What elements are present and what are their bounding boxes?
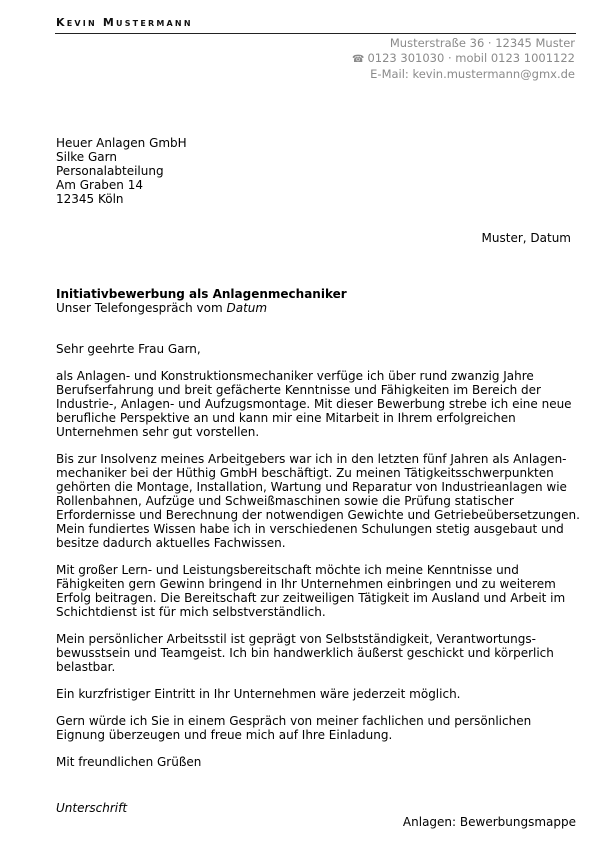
phone-icon: ☎ — [352, 54, 365, 65]
sender-phone-numbers: 0123 301030 · mobil 0123 1001122 — [367, 51, 575, 65]
body-paragraph: als Anlagen- und Konstruktionsmechaniker verfüge ich über rund zwanzig Jahre Berufserfahrung und breit gefächerte Kenntnisse und Fähigkeiten im Bereich der Industrie-, Anlagen- und Aufzugsmontage. Mit dieser Bewerbung strebe ich eine neue berufliche Perspektive an und kann mir eine Mitarbeit in Ihrem erfolgreichen Unternehmen sehr gut vorstellen. — [56, 369, 572, 439]
body-paragraph: Gern würde ich Sie in einem Gespräch von meiner fachlichen und persönlichen Eignung überzeugen und freue mich auf Ihre Einladung. — [56, 714, 532, 742]
recipient-address — [56, 136, 187, 206]
signature: Unterschrift — [56, 801, 128, 815]
body-paragraph: Mit großer Lern- und Leistungsbereitschaft möchte ich meine Kenntnisse und Fähigkeiten gern Gewinn bringend in Ihr Unternehmen einbringen und zu weiterem Erfolg beitragen. Die Bereitschaft zur zeitweiligen Tätigkeit im Ausland und Arbeit im Schichtdienst ist für mich selbstverständlich. — [56, 563, 566, 619]
letter-body — [56, 342, 580, 782]
recipient-city: 12345 Köln — [56, 192, 124, 206]
recipient-company: Heuer Anlagen GmbH — [56, 136, 187, 150]
sender-email: E-Mail: kevin.mustermann@gmx.de — [370, 67, 575, 81]
body-paragraph: Bis zur Insolvenz meines Arbeitgebers war ich in den letzten fünf Jahren als Anlagen-mechaniker bei der Hüthig GmbH beschäftigt. Zu meinen Tätigkeitsschwerpunkten gehörten die Montage, Installation, Wartung und Reparatur von Industrieanlagen wie Rollenbahnen, Aufzüge und Schweißmaschinen sowie die Prüfung statischer Erfordernisse und Berechnung der notwendigen Gewichte und Getriebeübersetzungen. Mein fundiertes Wissen habe ich in verschiedenen Schulungen stetig ausgebaut und besitze dadurch aktuelles Fachwissen. — [56, 452, 580, 550]
recipient-department: Personalabteilung — [56, 164, 164, 178]
subject-reference — [56, 301, 347, 315]
subject-title: Initiativbewerbung als Anlagenmechaniker — [56, 287, 347, 301]
closing: Mit freundlichen Grüßen — [56, 755, 202, 769]
subject-block — [56, 287, 347, 315]
date-line: Muster, Datum — [481, 231, 571, 245]
subject-reference-text: Unser Telefongespräch vom — [56, 301, 227, 315]
body-paragraph: Mein persönlicher Arbeitsstil ist geprägt von Selbstständigkeit, Verantwortungs-bewusstsein und Teamgeist. Ich bin handwerklich äußerst geschickt und körperlich belastbar. — [56, 632, 554, 674]
recipient-person: Silke Garn — [56, 150, 117, 164]
sender-phone — [352, 51, 575, 67]
sender-address: Musterstraße 36 · 12345 Muster — [389, 36, 575, 50]
body-paragraph: Ein kurzfristiger Eintritt in Ihr Unternehmen wäre jederzeit möglich. — [56, 687, 461, 701]
recipient-street: Am Graben 14 — [56, 178, 143, 192]
attachments-note: Anlagen: Bewerbungsmappe — [402, 815, 576, 829]
letterhead-name: Kevin Mustermann — [56, 16, 193, 29]
salutation: Sehr geehrte Frau Garn, — [56, 342, 201, 356]
subject-reference-date: Datum — [226, 301, 268, 315]
header-rule — [55, 33, 576, 34]
sender-block — [352, 36, 575, 82]
